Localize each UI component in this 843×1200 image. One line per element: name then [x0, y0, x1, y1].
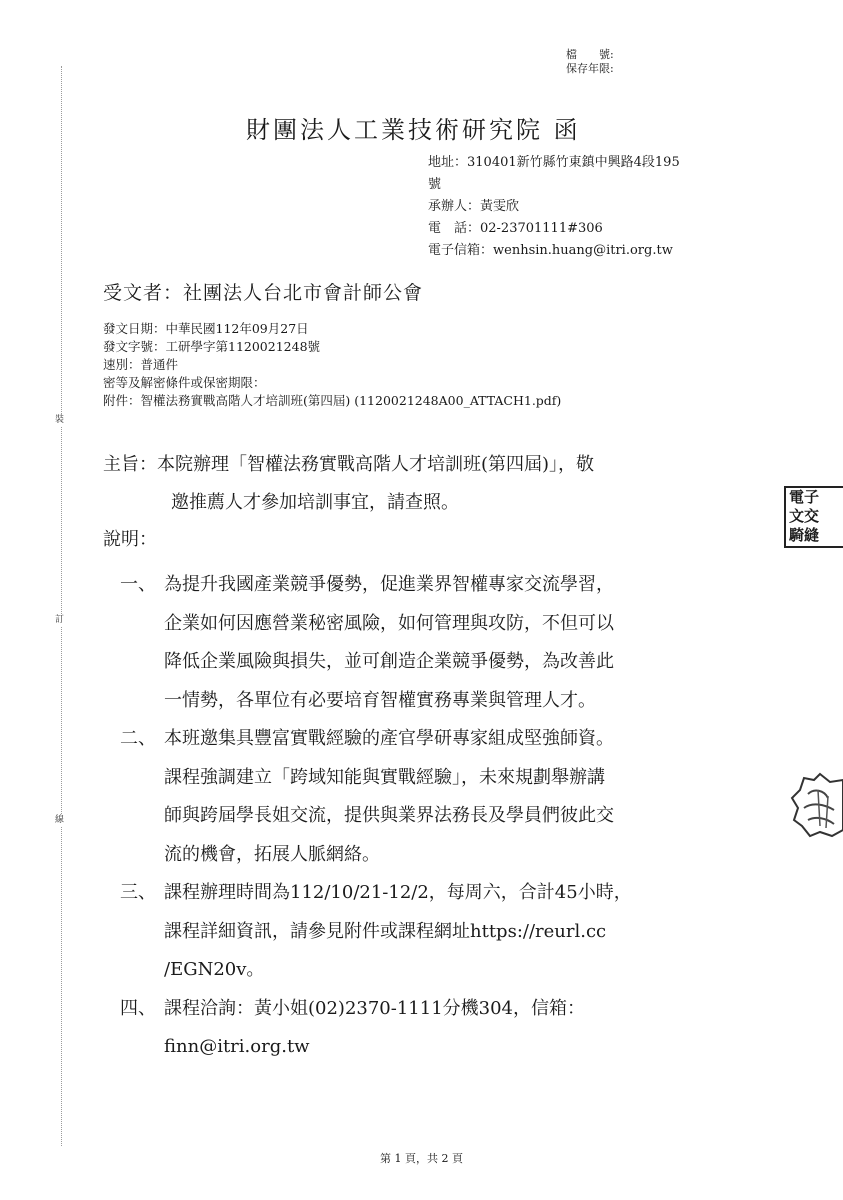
binding-mark-ding: 訂: [55, 615, 65, 625]
stamp-line: 電子: [789, 488, 820, 506]
stamp-line: 文交: [789, 507, 820, 525]
retention-label: 保存年限:: [566, 62, 614, 75]
explanation-label: 說明：: [103, 529, 157, 550]
binding-mark-zhuang: 裝: [55, 415, 65, 425]
item-line: 課程詳細資訊，請參見附件或課程網址https://reurl.cc: [164, 920, 607, 942]
explanation-list: [120, 566, 632, 1067]
list-item: [120, 720, 632, 874]
recipient: 受文者：社團法人台北市會計師公會: [103, 282, 424, 304]
phone: 電 話：02-23701111#306: [428, 221, 603, 236]
file-meta: [566, 48, 614, 76]
item-number: 一、: [120, 574, 156, 595]
handler: 承辦人：黃雯欣: [428, 199, 520, 214]
document-meta: [103, 320, 561, 410]
binding-dotted-line: [61, 66, 62, 1146]
attachment: 附件：智權法務實戰高階人才培訓班(第四屆) (1120021248A00_ATTACH1.pdf): [103, 393, 562, 408]
item-line: 流的機會，拓展人脈網絡。: [164, 843, 380, 865]
item-line: 師與跨屆學長姐交流，提供與業界法務長及學員們彼此交: [164, 805, 614, 826]
item-line: 為提升我國產業競爭優勢，促進業界智權專家交流學習，: [164, 574, 614, 595]
issue-date: 發文日期：中華民國112年09月27日: [103, 321, 309, 336]
address-line-2: 號: [428, 177, 442, 192]
item-line: 本班邀集具豐富實戰經驗的產官學研專家組成堅強師資。: [164, 728, 614, 749]
address-line-1: 地址：310401新竹縣竹東鎮中興路4段195: [428, 155, 680, 170]
subject: [103, 446, 594, 522]
contact-block: [428, 152, 748, 262]
item-line: 課程洽詢：黃小姐(02)2370-1111分機304，信箱：: [164, 997, 586, 1019]
binding-mark-xian: 線: [55, 815, 65, 825]
page-number: 第 1 頁，共 2 頁: [380, 1152, 463, 1165]
list-item: [120, 566, 632, 720]
file-no-label: 檔 號:: [566, 48, 614, 61]
item-line: 降低企業風險與損失，並可創造企業競爭優勢，為改善此: [164, 651, 614, 672]
secrecy-level: 密等及解密條件或保密期限：: [103, 375, 266, 390]
email: 電子信箱：wenhsin.huang@itri.org.tw: [428, 243, 673, 258]
stamp-line: 騎縫: [789, 526, 820, 544]
document-title: 財團法人工業技術研究院 函: [246, 116, 581, 144]
subject-line-2: 邀推薦人才參加培訓事宜，請查照。: [171, 492, 459, 513]
item-number: 三、: [120, 882, 156, 903]
item-line: 課程辦理時間為112/10/21-12/2，每周六，合計45小時，: [164, 882, 632, 903]
item-line: finn@itri.org.tw: [164, 1036, 310, 1057]
item-line: 企業如何因應營業秘密風險，如何管理與攻防，不但可以: [164, 612, 614, 634]
seam-stamp: [784, 486, 843, 548]
document-number: 發文字號：工研學字第1120021248號: [103, 339, 321, 354]
item-line: /EGN20v。: [164, 959, 265, 980]
speed-class: 速別：普通件: [103, 357, 179, 372]
seal-fragment-icon: [790, 770, 843, 840]
item-number: 四、: [120, 997, 156, 1019]
subject-line-1: 主旨：本院辦理「智權法務實戰高階人才培訓班(第四屆)」，敬: [103, 454, 595, 475]
item-line: 一情勢，各單位有必要培育智權實務專業與管理人才。: [164, 689, 596, 711]
list-item: [120, 874, 632, 990]
item-line: 課程強調建立「跨域知能與實戰經驗」，未來規劃舉辦講: [164, 766, 605, 788]
list-item: [120, 990, 632, 1067]
item-number: 二、: [120, 728, 156, 749]
